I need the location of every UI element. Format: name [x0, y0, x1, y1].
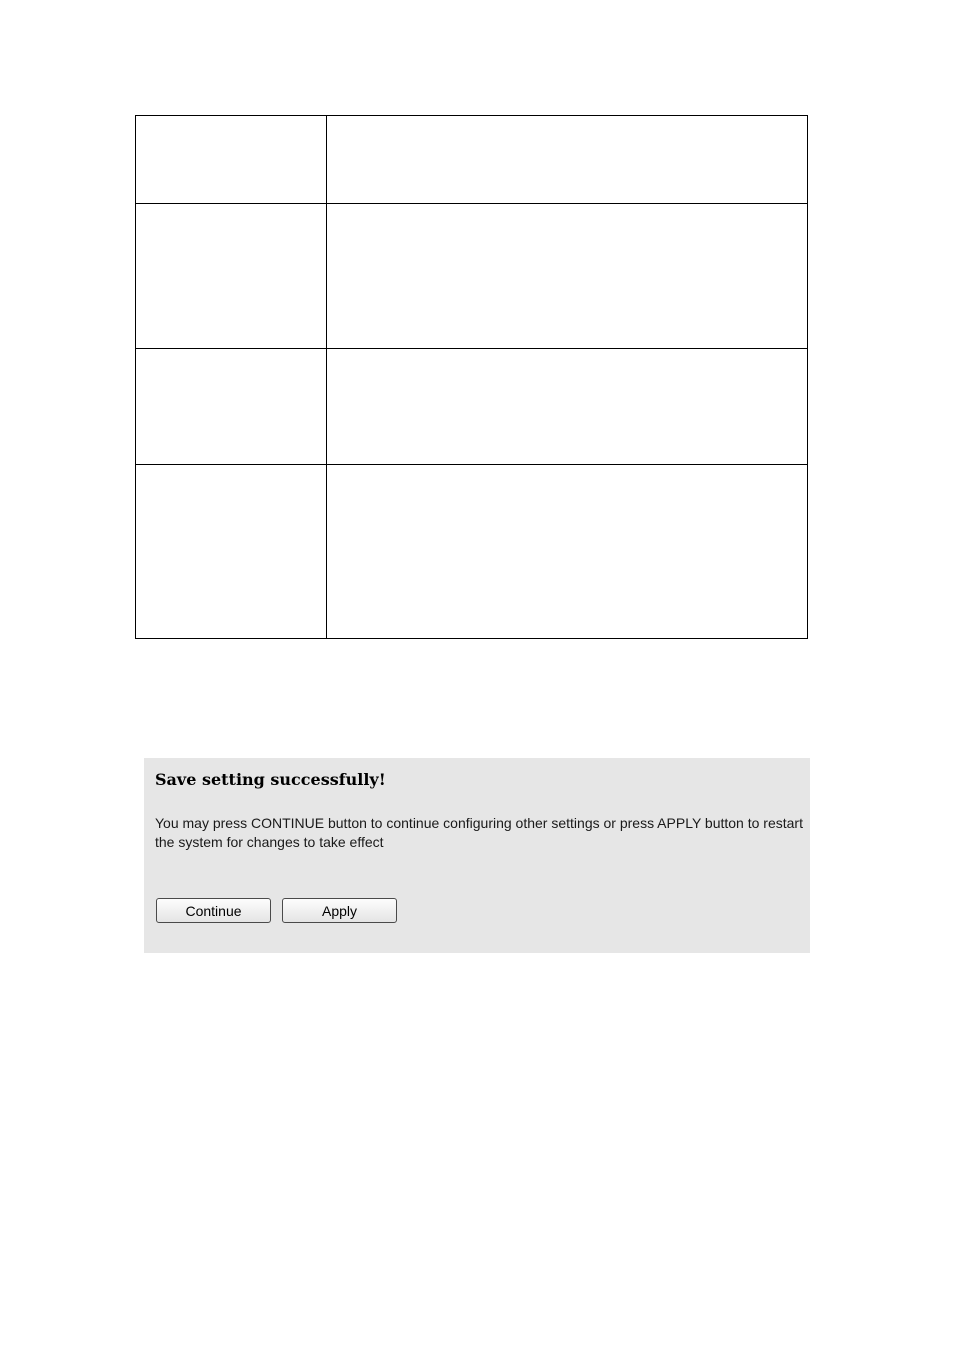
table-row [136, 204, 808, 349]
table-row [136, 116, 808, 204]
table-cell [327, 349, 808, 465]
table-row [136, 465, 808, 639]
save-message: You may press CONTINUE button to continue configuring other settings or press APPLY button to restart the system for changes to take effect [155, 815, 803, 850]
apply-button[interactable]: Apply [282, 898, 397, 923]
save-success-panel [144, 758, 810, 953]
table-cell [327, 204, 808, 349]
table-cell [136, 349, 327, 465]
table-cell [136, 204, 327, 349]
continue-button[interactable]: Continue [156, 898, 271, 923]
empty-table [135, 115, 808, 639]
table-cell [327, 465, 808, 639]
table-cell [327, 116, 808, 204]
table-cell [136, 116, 327, 204]
save-title: Save setting successfully! [155, 770, 386, 789]
table-cell [136, 465, 327, 639]
table-row [136, 349, 808, 465]
